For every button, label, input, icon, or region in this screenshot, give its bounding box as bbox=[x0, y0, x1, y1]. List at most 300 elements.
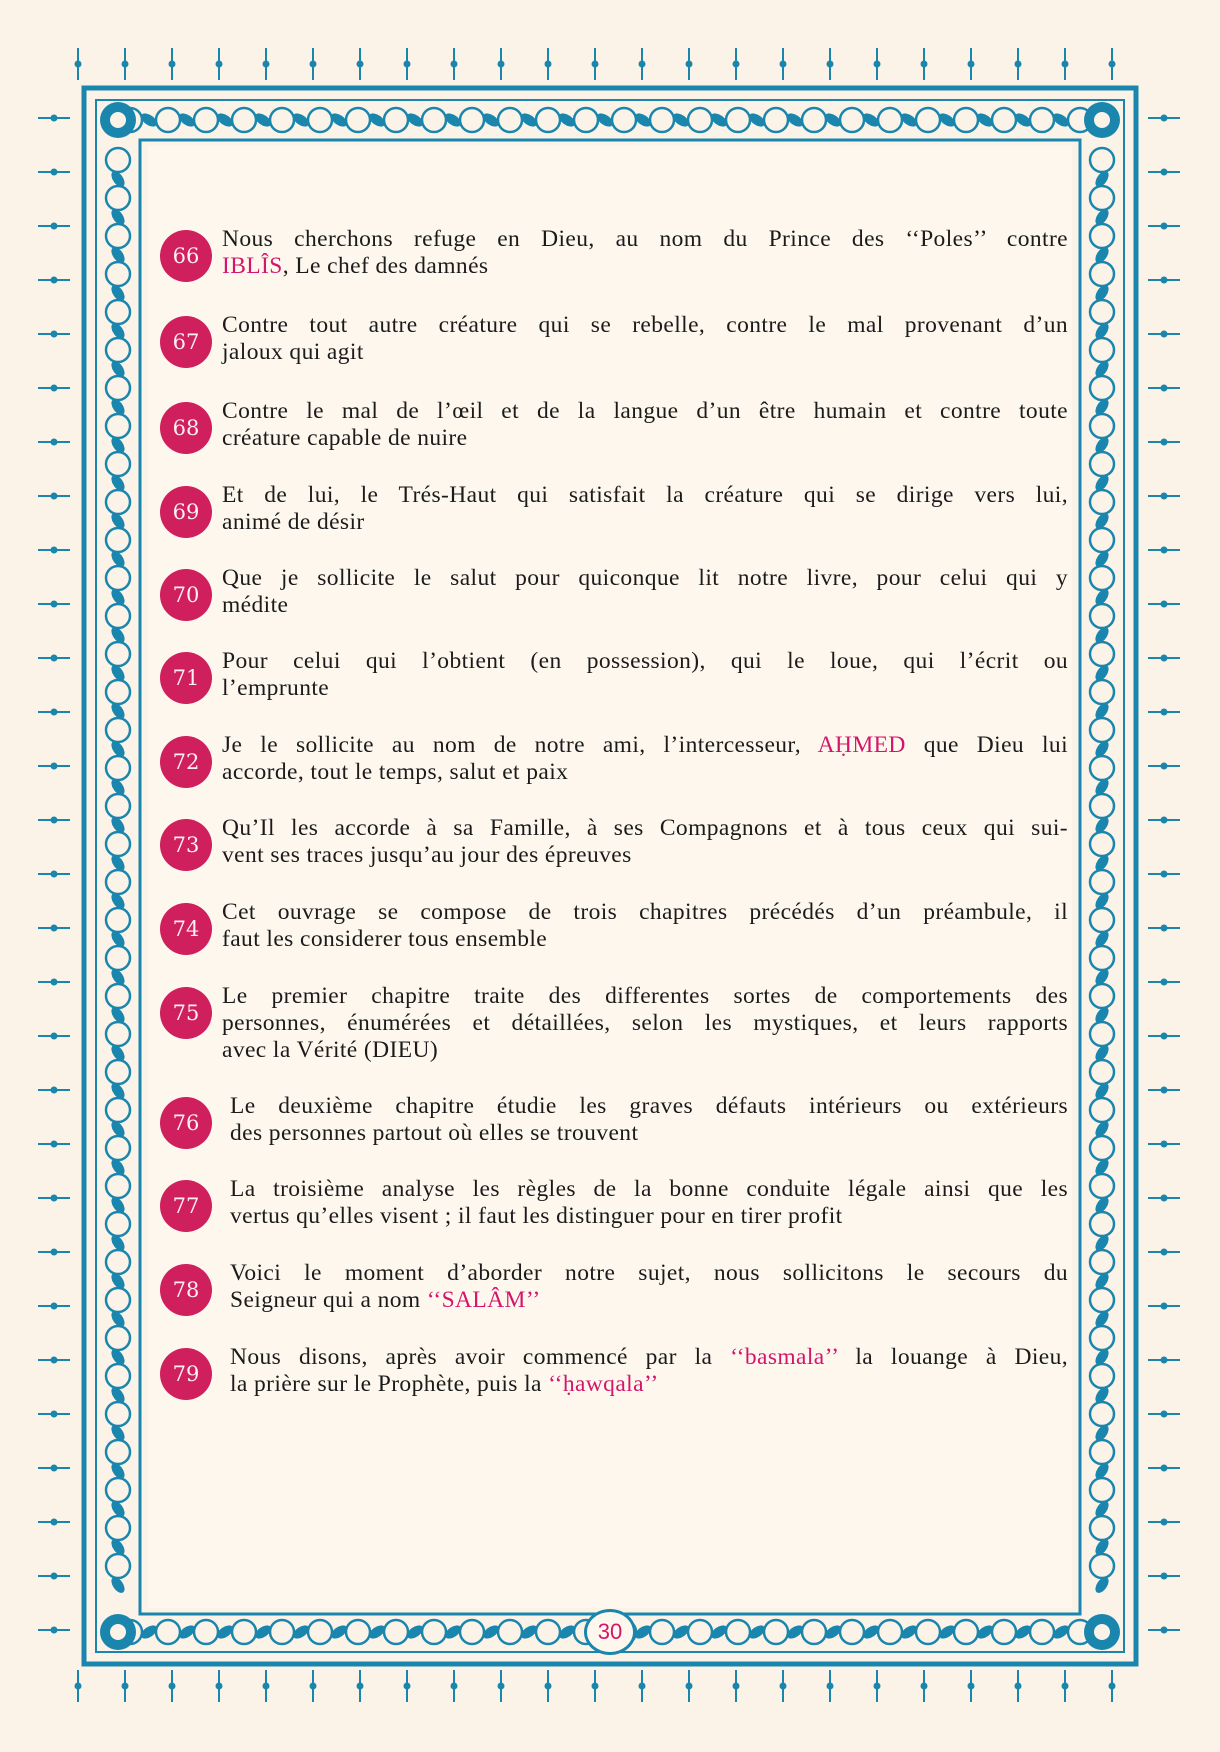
scroll-ornament bbox=[106, 756, 130, 780]
pin-ornament bbox=[1161, 1087, 1168, 1094]
verse-76 bbox=[160, 1093, 1068, 1149]
verse-line bbox=[222, 759, 1068, 786]
text-segment: Le deuxième chapitre étudie les graves défauts intérieurs ou extérieurs bbox=[230, 1093, 1068, 1119]
scroll-ornament bbox=[384, 108, 408, 132]
pin-ornament bbox=[51, 1411, 58, 1418]
pin-ornament bbox=[1161, 709, 1168, 716]
pin-ornament bbox=[1161, 1033, 1168, 1040]
corner-ornament bbox=[110, 1624, 126, 1640]
scroll-ornament bbox=[270, 108, 294, 132]
pin-ornament bbox=[780, 1683, 787, 1690]
scroll-ornament bbox=[916, 1620, 940, 1644]
pin-ornament bbox=[169, 61, 176, 68]
scroll-ornament bbox=[308, 108, 332, 132]
text-segment: vertus qu’elles visent ; il faut les distinguer pour en tirer profit bbox=[230, 1203, 843, 1229]
pin-ornament bbox=[75, 1683, 82, 1690]
scroll-ornament bbox=[1090, 756, 1114, 780]
pin-ornament bbox=[545, 61, 552, 68]
highlighted-term: AḤMED bbox=[817, 732, 906, 758]
verse-72 bbox=[160, 732, 1068, 788]
pin-ornament bbox=[51, 223, 58, 230]
verse-number-badge: 66 bbox=[160, 230, 212, 282]
scroll-ornament bbox=[106, 1478, 130, 1502]
scroll-ornament bbox=[106, 338, 130, 362]
scroll-ornament bbox=[346, 1620, 370, 1644]
verse-number-badge: 77 bbox=[160, 1180, 212, 1232]
scroll-ornament bbox=[232, 1620, 256, 1644]
scroll-ornament bbox=[1090, 1098, 1114, 1122]
pin-ornament bbox=[639, 1683, 646, 1690]
pin-ornament bbox=[1161, 979, 1168, 986]
verse-74 bbox=[160, 899, 1068, 955]
text-segment: que Dieu lui bbox=[905, 732, 1068, 758]
pin-ornament bbox=[1161, 1303, 1168, 1310]
pin-ornament bbox=[51, 385, 58, 392]
scroll-ornament bbox=[460, 1620, 484, 1644]
pin-ornament bbox=[51, 1033, 58, 1040]
text-segment: Que je sollicite le salut pour quiconque lit notre livre, pour celui qui y bbox=[222, 565, 1068, 591]
text-segment: Seigneur qui a nom bbox=[230, 1287, 427, 1313]
pin-ornament bbox=[1109, 1683, 1116, 1690]
scroll-ornament bbox=[106, 1060, 130, 1084]
scroll-ornament bbox=[1090, 870, 1114, 894]
pin-ornament bbox=[404, 61, 411, 68]
scroll-ornament bbox=[1090, 1060, 1114, 1084]
pin-ornament bbox=[51, 493, 58, 500]
scroll-ornament bbox=[1090, 1516, 1114, 1540]
pin-ornament bbox=[1161, 169, 1168, 176]
scroll-ornament bbox=[106, 946, 130, 970]
pin-ornament bbox=[451, 61, 458, 68]
pin-ornament bbox=[498, 1683, 505, 1690]
verse-line bbox=[222, 732, 1068, 759]
text-segment: Qu’Il les accorde à sa Famille, à ses Compagnons et à tous ceux qui sui- bbox=[222, 815, 1068, 841]
text-segment: la louange à Dieu, bbox=[837, 1344, 1069, 1370]
scroll-ornament bbox=[106, 1440, 130, 1464]
verse-line bbox=[222, 592, 1068, 619]
verse-number-badge: 74 bbox=[160, 903, 212, 955]
pin-ornament bbox=[874, 1683, 881, 1690]
pin-ornament bbox=[51, 331, 58, 338]
text-segment: jaloux qui agit bbox=[222, 339, 364, 365]
pin-ornament bbox=[1161, 1627, 1168, 1634]
verse-text bbox=[222, 815, 1068, 869]
verse-67 bbox=[160, 312, 1068, 368]
scroll-ornament bbox=[536, 1620, 560, 1644]
scroll-ornament bbox=[106, 718, 130, 742]
pin-ornament bbox=[1161, 277, 1168, 284]
text-segment: la prière sur le Prophète, puis la bbox=[230, 1371, 549, 1397]
verse-73 bbox=[160, 815, 1068, 871]
verse-line bbox=[222, 565, 1068, 592]
pin-ornament bbox=[1161, 547, 1168, 554]
pin-ornament bbox=[122, 61, 129, 68]
pin-ornament bbox=[263, 1683, 270, 1690]
pin-ornament bbox=[51, 169, 58, 176]
scroll-ornament bbox=[106, 1288, 130, 1312]
pin-ornament bbox=[51, 1303, 58, 1310]
pin-ornament bbox=[1161, 115, 1168, 122]
text-segment: Cet ouvrage se compose de trois chapitres précédés d’un préambule, il bbox=[222, 899, 1068, 925]
pin-ornament bbox=[51, 115, 58, 122]
verse-78 bbox=[160, 1260, 1068, 1316]
highlighted-term: ‘‘SALÂM’’ bbox=[426, 1287, 541, 1313]
scroll-ornament bbox=[1030, 108, 1054, 132]
scroll-ornament bbox=[1090, 452, 1114, 476]
scroll-ornament bbox=[1090, 186, 1114, 210]
text-segment: créature capable de nuire bbox=[222, 425, 468, 451]
pin-ornament bbox=[827, 61, 834, 68]
scroll-ornament bbox=[346, 108, 370, 132]
pin-ornament bbox=[1161, 601, 1168, 608]
pin-ornament bbox=[51, 871, 58, 878]
pin-ornament bbox=[1062, 61, 1069, 68]
pin-ornament bbox=[639, 61, 646, 68]
scroll-ornament bbox=[954, 1620, 978, 1644]
pin-ornament bbox=[1161, 1249, 1168, 1256]
scroll-ornament bbox=[106, 1136, 130, 1160]
scroll-ornament bbox=[1090, 1478, 1114, 1502]
scroll-ornament bbox=[954, 108, 978, 132]
pin-ornament bbox=[263, 61, 270, 68]
pin-ornament bbox=[51, 1573, 58, 1580]
text-segment: accorde, tout le temps, salut et paix bbox=[222, 759, 569, 785]
scroll-ornament bbox=[764, 108, 788, 132]
scroll-ornament bbox=[764, 1620, 788, 1644]
pin-ornament bbox=[51, 763, 58, 770]
scroll-ornament bbox=[650, 1620, 674, 1644]
pin-ornament bbox=[310, 61, 317, 68]
pin-ornament bbox=[921, 1683, 928, 1690]
scroll-ornament bbox=[106, 300, 130, 324]
scroll-ornament bbox=[878, 1620, 902, 1644]
text-segment: vent ses traces jusqu’au jour des épreuves bbox=[222, 842, 632, 868]
scroll-ornament bbox=[106, 452, 130, 476]
scroll-ornament bbox=[422, 108, 446, 132]
scroll-ornament bbox=[106, 1250, 130, 1274]
verse-line bbox=[222, 1010, 1068, 1037]
verse-number-badge: 75 bbox=[160, 987, 212, 1039]
verse-66 bbox=[160, 226, 1068, 282]
pin-ornament bbox=[51, 817, 58, 824]
scroll-ornament bbox=[992, 1620, 1016, 1644]
pin-ornament bbox=[51, 925, 58, 932]
text-segment: Nous disons, après avoir commencé par la bbox=[230, 1344, 731, 1370]
verse-68 bbox=[160, 398, 1068, 454]
pin-ornament bbox=[1062, 1683, 1069, 1690]
pin-ornament bbox=[874, 61, 881, 68]
verse-69 bbox=[160, 482, 1068, 538]
pin-ornament bbox=[1015, 1683, 1022, 1690]
verse-number-badge: 76 bbox=[160, 1097, 212, 1149]
scroll-ornament bbox=[106, 604, 130, 628]
verse-text bbox=[222, 312, 1068, 366]
pin-ornament bbox=[780, 61, 787, 68]
scroll-ornament bbox=[992, 108, 1016, 132]
text-segment: animé de désir bbox=[222, 509, 365, 535]
verse-line bbox=[230, 1203, 1068, 1230]
scroll-ornament bbox=[1090, 1022, 1114, 1046]
pin-ornament bbox=[51, 601, 58, 608]
pin-ornament bbox=[1161, 1195, 1168, 1202]
scroll-ornament bbox=[422, 1620, 446, 1644]
pin-ornament bbox=[1161, 1141, 1168, 1148]
scroll-ornament bbox=[650, 108, 674, 132]
verse-text bbox=[222, 398, 1068, 452]
pin-ornament bbox=[51, 1087, 58, 1094]
text-segment: Et de lui, le Trés-Haut qui satisfait la créature qui se dirige vers lui, bbox=[222, 482, 1068, 508]
verse-line bbox=[230, 1287, 1068, 1314]
pin-ornament bbox=[1161, 439, 1168, 446]
scroll-ornament bbox=[106, 528, 130, 552]
text-segment: Contre le mal de l’œil et de la langue d’un être humain et contre toute bbox=[222, 398, 1068, 424]
scroll-ornament bbox=[1090, 414, 1114, 438]
pin-ornament bbox=[1161, 871, 1168, 878]
scroll-ornament bbox=[1090, 642, 1114, 666]
verse-text bbox=[222, 226, 1068, 280]
pin-ornament bbox=[1161, 385, 1168, 392]
text-segment: médite bbox=[222, 592, 289, 618]
scroll-ornament bbox=[1090, 566, 1114, 590]
scroll-ornament bbox=[1090, 300, 1114, 324]
verse-line bbox=[222, 899, 1068, 926]
scroll-ornament bbox=[106, 1364, 130, 1388]
verse-line bbox=[222, 482, 1068, 509]
text-segment: , Le chef des damnés bbox=[282, 253, 489, 279]
scroll-ornament bbox=[1090, 832, 1114, 856]
scroll-ornament bbox=[384, 1620, 408, 1644]
verse-line bbox=[222, 842, 1068, 869]
scroll-ornament bbox=[106, 1022, 130, 1046]
pin-ornament bbox=[51, 979, 58, 986]
verse-line bbox=[230, 1344, 1068, 1371]
pin-ornament bbox=[357, 1683, 364, 1690]
scroll-ornament bbox=[1090, 148, 1114, 172]
verse-line bbox=[230, 1176, 1068, 1203]
scroll-ornament bbox=[1090, 1212, 1114, 1236]
verse-line bbox=[230, 1120, 1068, 1147]
pin-ornament bbox=[1161, 223, 1168, 230]
pin-ornament bbox=[1161, 925, 1168, 932]
pin-ornament bbox=[51, 1465, 58, 1472]
pin-ornament bbox=[1015, 61, 1022, 68]
verse-line bbox=[222, 226, 1068, 253]
pin-ornament bbox=[51, 1141, 58, 1148]
scroll-ornament bbox=[1090, 1250, 1114, 1274]
scroll-ornament bbox=[1090, 1288, 1114, 1312]
text-segment: Contre tout autre créature qui se rebelle, contre le mal provenant d’un bbox=[222, 312, 1068, 338]
verse-line bbox=[222, 675, 1068, 702]
verse-text bbox=[222, 648, 1068, 702]
verse-number-badge: 73 bbox=[160, 819, 212, 871]
scroll-ornament bbox=[106, 490, 130, 514]
verse-text bbox=[230, 1093, 1068, 1147]
pin-ornament bbox=[51, 1357, 58, 1364]
verse-number-badge: 69 bbox=[160, 486, 212, 538]
scroll-ornament bbox=[106, 186, 130, 210]
pin-ornament bbox=[216, 1683, 223, 1690]
text-segment: faut les considerer tous ensemble bbox=[222, 926, 548, 952]
pin-ornament bbox=[51, 709, 58, 716]
verse-text bbox=[222, 565, 1068, 619]
text-segment: La troisième analyse les règles de la bonne conduite légale ainsi que les bbox=[230, 1176, 1068, 1202]
pin-ornament bbox=[1161, 763, 1168, 770]
verse-line bbox=[222, 425, 1068, 452]
pin-ornament bbox=[921, 61, 928, 68]
scroll-ornament bbox=[156, 108, 180, 132]
verse-line bbox=[222, 339, 1068, 366]
verse-line bbox=[222, 1037, 1068, 1064]
scroll-ornament bbox=[1090, 908, 1114, 932]
verse-number-badge: 71 bbox=[160, 652, 212, 704]
scroll-ornament bbox=[106, 148, 130, 172]
pin-ornament bbox=[686, 61, 693, 68]
scroll-ornament bbox=[574, 108, 598, 132]
pin-ornament bbox=[357, 61, 364, 68]
corner-ornament bbox=[1094, 1624, 1110, 1640]
scroll-ornament bbox=[106, 1098, 130, 1122]
pin-ornament bbox=[1161, 1573, 1168, 1580]
pin-ornament bbox=[592, 61, 599, 68]
scroll-ornament bbox=[802, 108, 826, 132]
scroll-ornament bbox=[498, 108, 522, 132]
text-segment: des personnes partout où elles se trouvent bbox=[230, 1120, 639, 1146]
verse-text bbox=[222, 983, 1068, 1064]
verse-text bbox=[222, 732, 1068, 786]
verse-number-badge: 78 bbox=[160, 1264, 212, 1316]
scroll-ornament bbox=[1090, 224, 1114, 248]
scroll-ornament bbox=[840, 108, 864, 132]
pin-ornament bbox=[1161, 1357, 1168, 1364]
scroll-ornament bbox=[106, 642, 130, 666]
scroll-ornament bbox=[802, 1620, 826, 1644]
text-segment: Pour celui qui l’obtient (en possession), qui le loue, qui l’écrit ou bbox=[222, 648, 1068, 674]
verse-line bbox=[222, 815, 1068, 842]
scroll-ornament bbox=[1090, 490, 1114, 514]
verse-79 bbox=[160, 1344, 1068, 1400]
pin-ornament bbox=[1161, 1411, 1168, 1418]
scroll-ornament bbox=[106, 376, 130, 400]
scroll-ornament bbox=[106, 1212, 130, 1236]
scroll-ornament bbox=[916, 108, 940, 132]
scroll-ornament bbox=[1090, 1554, 1114, 1578]
verse-line bbox=[222, 398, 1068, 425]
pin-ornament bbox=[51, 1249, 58, 1256]
scroll-ornament bbox=[106, 414, 130, 438]
scroll-ornament bbox=[106, 1174, 130, 1198]
verse-number-badge: 67 bbox=[160, 316, 212, 368]
scroll-ornament bbox=[232, 108, 256, 132]
text-segment: Voici le moment d’aborder notre sujet, nous sollicitons le secours du bbox=[230, 1260, 1068, 1286]
pin-ornament bbox=[216, 61, 223, 68]
pin-ornament bbox=[1161, 655, 1168, 662]
verse-text bbox=[230, 1260, 1068, 1314]
scroll-ornament bbox=[1090, 528, 1114, 552]
pin-ornament bbox=[498, 61, 505, 68]
scroll-ornament bbox=[194, 1620, 218, 1644]
scroll-ornament bbox=[270, 1620, 294, 1644]
scroll-ornament bbox=[106, 794, 130, 818]
scroll-ornament bbox=[1030, 1620, 1054, 1644]
verse-text bbox=[222, 899, 1068, 953]
pin-ornament bbox=[51, 439, 58, 446]
text-segment: Nous cherchons refuge en Dieu, au nom du Prince des ‘‘Poles’’ contre bbox=[222, 226, 1068, 252]
scroll-ornament bbox=[194, 108, 218, 132]
verse-line bbox=[230, 1093, 1068, 1120]
text-segment: Je le sollicite au nom de notre ami, l’intercesseur, bbox=[222, 732, 818, 758]
scroll-ornament bbox=[878, 108, 902, 132]
text-segment: l’emprunte bbox=[222, 675, 330, 701]
pin-ornament bbox=[310, 1683, 317, 1690]
highlighted-term: ‘‘basmala’’ bbox=[730, 1344, 838, 1370]
verse-number-badge: 79 bbox=[160, 1348, 212, 1400]
highlighted-term: ‘‘ḥawqala’’ bbox=[548, 1371, 659, 1397]
verse-75 bbox=[160, 983, 1068, 1064]
scroll-ornament bbox=[1090, 1440, 1114, 1464]
pin-ornament bbox=[51, 1519, 58, 1526]
pin-ornament bbox=[592, 1683, 599, 1690]
verse-line bbox=[222, 509, 1068, 536]
scroll-ornament bbox=[1090, 338, 1114, 362]
highlighted-term: IBLÎS bbox=[222, 253, 283, 279]
pin-ornament bbox=[827, 1683, 834, 1690]
scroll-ornament bbox=[460, 108, 484, 132]
scroll-ornament bbox=[1090, 680, 1114, 704]
verse-line bbox=[222, 648, 1068, 675]
scroll-ornament bbox=[1090, 1174, 1114, 1198]
page-number: 30 bbox=[584, 1609, 636, 1655]
scroll-ornament bbox=[1090, 1326, 1114, 1350]
scroll-ornament bbox=[308, 1620, 332, 1644]
pin-ornament bbox=[51, 1195, 58, 1202]
scroll-ornament bbox=[1090, 984, 1114, 1008]
scroll-ornament bbox=[726, 1620, 750, 1644]
verse-text bbox=[222, 482, 1068, 536]
scroll-ornament bbox=[1090, 376, 1114, 400]
scroll-ornament bbox=[1090, 1364, 1114, 1388]
pin-ornament bbox=[1109, 61, 1116, 68]
scroll-ornament bbox=[106, 1516, 130, 1540]
scroll-ornament bbox=[1090, 604, 1114, 628]
corner-ornament bbox=[110, 112, 126, 128]
verse-line bbox=[222, 926, 1068, 953]
pin-ornament bbox=[968, 1683, 975, 1690]
verse-text bbox=[230, 1344, 1068, 1398]
scroll-ornament bbox=[106, 680, 130, 704]
scroll-ornament bbox=[106, 870, 130, 894]
scroll-ornament bbox=[612, 108, 636, 132]
verse-number-badge: 70 bbox=[160, 569, 212, 621]
scroll-ornament bbox=[1090, 1136, 1114, 1160]
scroll-ornament bbox=[106, 224, 130, 248]
scroll-ornament bbox=[1090, 946, 1114, 970]
scroll-ornament bbox=[106, 262, 130, 286]
scroll-ornament bbox=[106, 1326, 130, 1350]
scroll-ornament bbox=[1090, 262, 1114, 286]
scroll-ornament bbox=[498, 1620, 522, 1644]
pin-ornament bbox=[686, 1683, 693, 1690]
pin-ornament bbox=[545, 1683, 552, 1690]
scroll-ornament bbox=[1090, 1402, 1114, 1426]
pin-ornament bbox=[733, 1683, 740, 1690]
pin-ornament bbox=[75, 61, 82, 68]
scroll-ornament bbox=[156, 1620, 180, 1644]
verse-line bbox=[222, 312, 1068, 339]
scroll-ornament bbox=[106, 566, 130, 590]
text-segment: avec la Vérité (DIEU) bbox=[222, 1037, 439, 1063]
verse-text bbox=[230, 1176, 1068, 1230]
verse-71 bbox=[160, 648, 1068, 704]
